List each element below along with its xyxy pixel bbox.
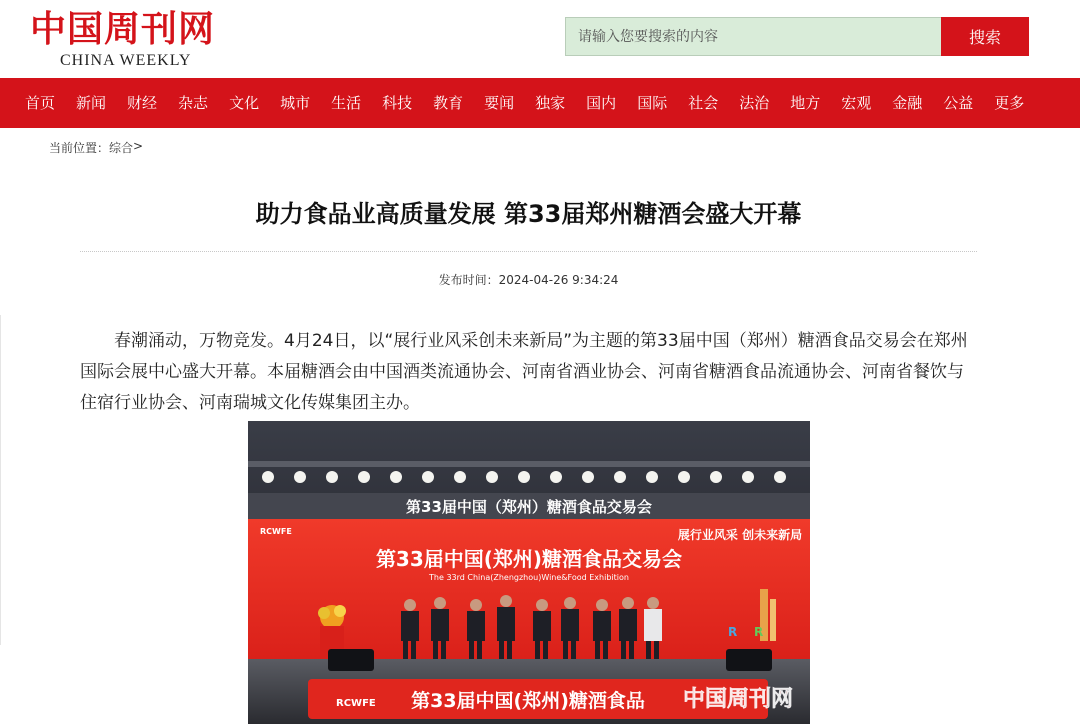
nav-item-12[interactable]: 国际 bbox=[637, 94, 668, 112]
page-edge-line bbox=[0, 315, 1, 645]
nav-item-9[interactable]: 要闻 bbox=[484, 94, 515, 112]
nav-item-5[interactable]: 城市 bbox=[280, 94, 311, 112]
watermark-logo: 中国周刊网 bbox=[682, 686, 794, 712]
article-paragraph: 春潮涌动，万物竞发。4月24日，以“展行业风采创未来新局”为主题的第33届中国（郑州）糖酒食品交易会在郑州国际会展中心盛大开幕。本届糖酒会由中国酒类流通协会、河南省酒业协会、河南省糖酒食品流通协会、河南省餐饮与住宿行业协会、河南瑞城文化传媒集团主办。 bbox=[80, 331, 968, 413]
logo-english: CHINA WEEKLY bbox=[60, 52, 192, 69]
breadcrumb bbox=[49, 139, 143, 156]
nav-item-10[interactable]: 独家 bbox=[535, 94, 566, 112]
main-title-text: 第33届中国(郑州)糖酒食品交易会 bbox=[375, 547, 683, 571]
nav-item-8[interactable]: 教育 bbox=[433, 94, 464, 112]
search-button[interactable]: 搜索 bbox=[941, 17, 1029, 56]
bottom-banner-logo: RCWFE bbox=[336, 698, 376, 709]
nav-item-15[interactable]: 地方 bbox=[790, 94, 821, 112]
breadcrumb-separator: > bbox=[133, 139, 144, 153]
article-title: 助力食品业高质量发展 第33届郑州糖酒会盛大开幕 bbox=[255, 200, 802, 228]
site-logo[interactable] bbox=[30, 8, 220, 72]
nav-item-1[interactable]: 新闻 bbox=[76, 94, 107, 112]
logo-chinese: 中国周刊网 bbox=[30, 8, 216, 50]
nav-item-3[interactable]: 杂志 bbox=[178, 94, 209, 112]
nav-item-13[interactable]: 社会 bbox=[688, 94, 719, 112]
subtitle-en-text: The 33rd China(Zhengzhou)Wine&Food Exhibition bbox=[429, 573, 629, 582]
site-header bbox=[0, 0, 1080, 78]
nav-item-0[interactable]: 首页 bbox=[25, 94, 56, 112]
svg-text:R: R bbox=[728, 625, 738, 639]
publish-meta bbox=[80, 271, 977, 288]
nav-item-6[interactable]: 生活 bbox=[331, 94, 362, 112]
nav-item-14[interactable]: 法治 bbox=[739, 94, 770, 112]
nav-item-2[interactable]: 财经 bbox=[127, 94, 158, 112]
search-input[interactable] bbox=[565, 17, 941, 56]
publish-label: 发布时间： bbox=[438, 273, 499, 287]
bottom-banner-text: 第33届中国(郑州)糖酒食品 bbox=[411, 690, 645, 712]
top-banner-text: 第33届中国（郑州）糖酒食品交易会 bbox=[406, 498, 652, 516]
nav-item-4[interactable]: 文化 bbox=[229, 94, 260, 112]
slogan-text: 展行业风采 创未来新局 bbox=[677, 528, 803, 542]
svg-text:R: R bbox=[754, 625, 764, 639]
nav-item-11[interactable]: 国内 bbox=[586, 94, 617, 112]
screen-logo: RCWFE bbox=[260, 527, 292, 536]
publish-time: 2024-04-26 9:34:24 bbox=[498, 273, 619, 287]
nav-item-7[interactable]: 科技 bbox=[382, 94, 413, 112]
article-photo bbox=[248, 421, 810, 724]
nav-item-18[interactable]: 公益 bbox=[943, 94, 974, 112]
title-divider bbox=[80, 251, 977, 252]
breadcrumb-section-link[interactable]: 综合 bbox=[109, 141, 134, 155]
breadcrumb-label: 当前位置： bbox=[49, 141, 110, 155]
main-nav bbox=[0, 78, 1080, 128]
nav-item-17[interactable]: 金融 bbox=[892, 94, 923, 112]
nav-item-16[interactable]: 宏观 bbox=[841, 94, 872, 112]
search-bar bbox=[565, 17, 1029, 56]
nav-item-19[interactable]: 更多 bbox=[994, 94, 1025, 112]
